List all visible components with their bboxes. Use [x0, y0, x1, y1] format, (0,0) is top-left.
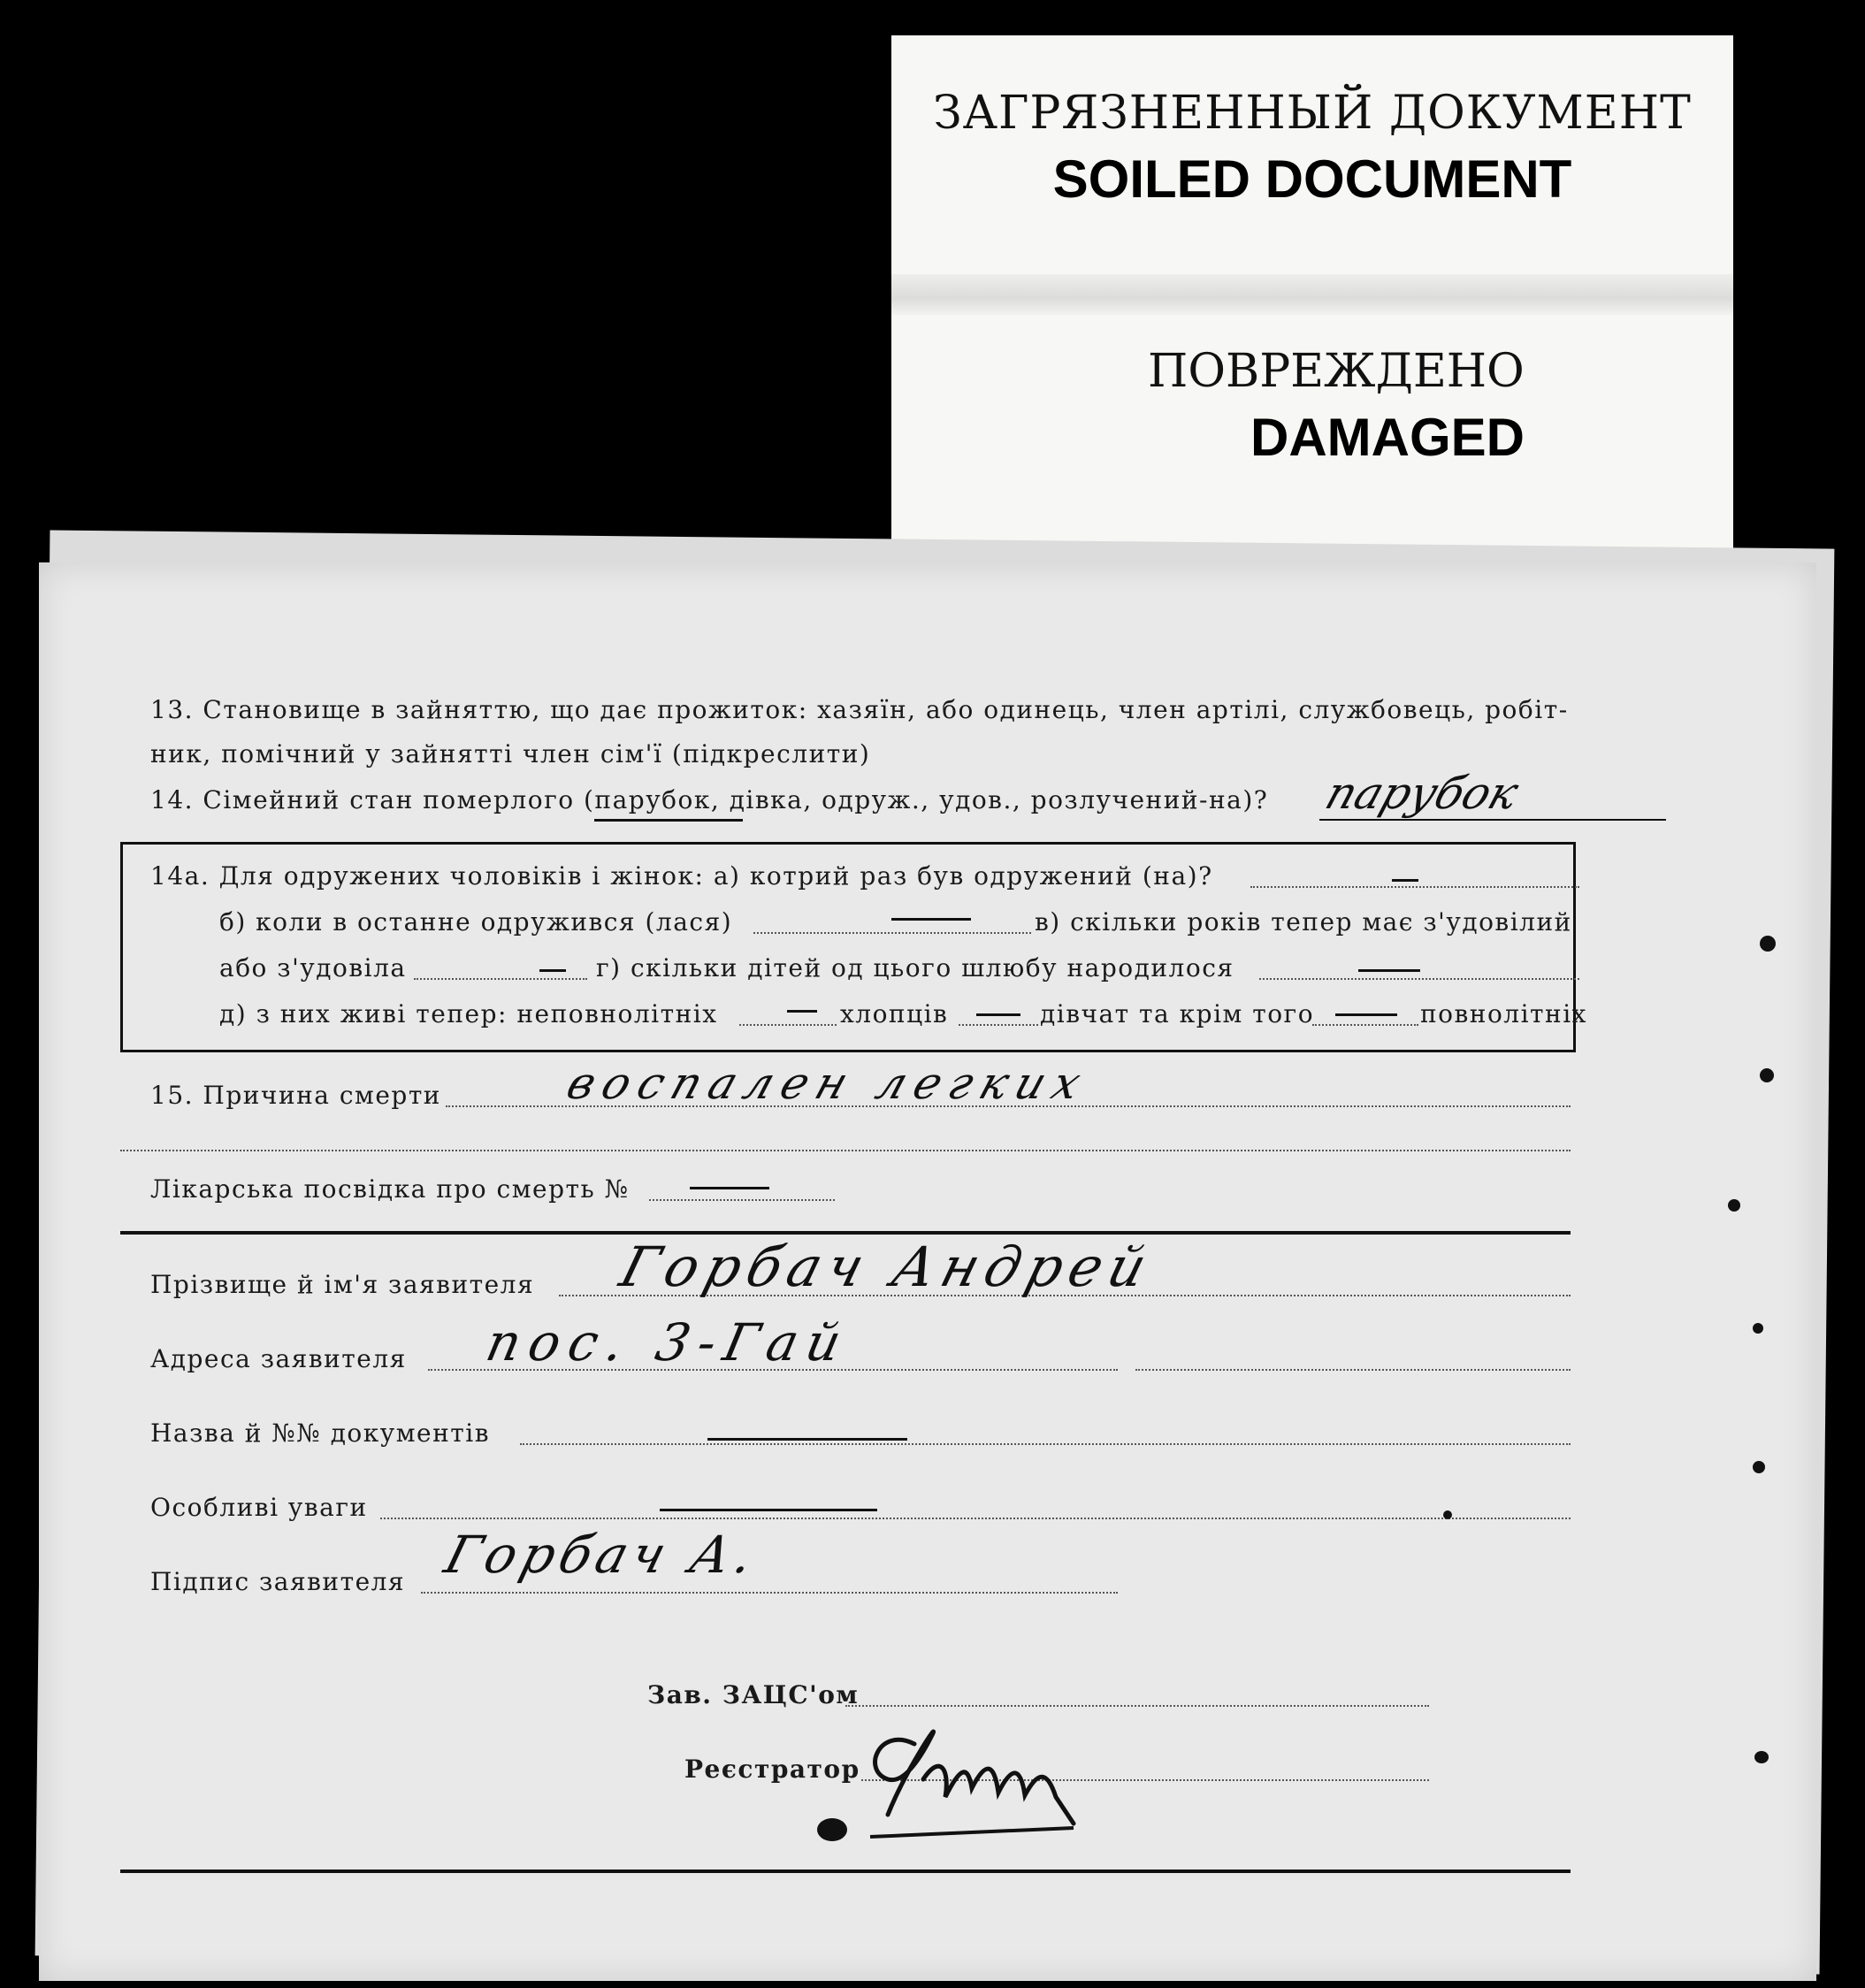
death-record-form: [39, 562, 1816, 1981]
q14a-children-field: [1259, 978, 1579, 980]
q15-answer: воспален легких: [561, 1058, 1097, 1109]
q14a-boys-dash: [976, 1013, 1020, 1016]
q13-line1: 13. Становище в зайняттю, що дає прожиток: хазяїн, або одинець, член артілі, службовець, робіт-: [150, 695, 1569, 724]
registrar-signature: [852, 1717, 1144, 1845]
q14a-girls-dash: [1335, 1013, 1397, 1016]
q14a-line3a: або з'удовіла: [219, 953, 407, 983]
medical-certificate-field: [649, 1199, 835, 1201]
remarks-dash: [660, 1509, 877, 1511]
binding-hole: [1728, 1199, 1740, 1212]
ink-dot: [1443, 1510, 1452, 1519]
applicant-name-label: Прізвище й ім'я заявителя: [150, 1270, 535, 1299]
applicant-address-field-2: [1135, 1369, 1571, 1371]
q14a-line3b: г) скільки дітей од цього шлюбу народилося: [596, 953, 1234, 983]
q14a-line4a: д) з них живі тепер: неповнолітніх: [219, 999, 718, 1028]
q14a-line4c: дівчат та крім того: [1040, 999, 1315, 1028]
section-divider-bottom: [120, 1869, 1571, 1873]
applicant-signature: Горбач А.: [439, 1525, 766, 1585]
binding-hole: [1754, 1751, 1769, 1763]
q14a-line2b: в) скільки років тепер має з'удовілий: [1035, 907, 1572, 937]
q14a-b-dash: [891, 918, 971, 921]
q14a-widowed-dash: [539, 969, 566, 972]
applicant-name-value: Горбач Андрей: [614, 1235, 1161, 1299]
registrar-label: Реєстратор: [684, 1755, 860, 1784]
remarks-field: [380, 1518, 1571, 1519]
q14a-b-field: [753, 932, 1031, 934]
q14a-boys-field: [959, 1024, 1038, 1026]
binding-hole: [1760, 936, 1776, 952]
q13-line2: ник, помічний у зайнятті член сім'ї (підкреслити): [150, 739, 871, 768]
signature-field: [421, 1592, 1118, 1594]
q14a-girls-field: [1312, 1024, 1418, 1026]
ink-blot: [817, 1818, 847, 1841]
q14a-line1: 14а. Для одружених чоловіків і жінок: а) котрий раз був одружений (на)?: [150, 861, 1213, 891]
q14-underline: [594, 819, 743, 822]
binding-hole: [1753, 1323, 1763, 1334]
documents-label: Назва й №№ документів: [150, 1418, 490, 1448]
documents-field: [520, 1443, 1571, 1445]
q15-label: 15. Причина смерти: [150, 1081, 441, 1110]
q14a-widowed-field: [414, 978, 587, 980]
binding-hole: [1760, 1068, 1774, 1082]
remarks-label: Особливі уваги: [150, 1493, 368, 1522]
q14a-line4d: повнолітніх: [1420, 999, 1587, 1028]
q14a-a-field: [1250, 886, 1579, 888]
damaged-label-ru: ПОВРЕЖДЕНО: [1148, 345, 1525, 398]
q14a-minors-field: [739, 1024, 837, 1026]
q14-answer: парубок: [1319, 768, 1525, 819]
signature-label: Підпис заявителя: [150, 1567, 406, 1596]
damaged-label-en: DAMAGED: [1250, 408, 1525, 467]
q14a-a-dash: [1392, 879, 1418, 882]
document-status-label: [891, 35, 1733, 548]
soiled-label-en: SOILED DOCUMENT: [1052, 149, 1572, 209]
q14a-line2a: б) коли в останне одружився (лася): [219, 907, 733, 937]
medical-certificate-dash: [690, 1187, 769, 1189]
q15-field-line2: [120, 1150, 1571, 1151]
q14-answer-underline: [1319, 819, 1666, 821]
binding-hole: [1753, 1461, 1765, 1473]
head-of-registry-field: [845, 1705, 1429, 1707]
applicant-address-value: пос. 3-Гай: [481, 1312, 855, 1372]
documents-dash: [707, 1438, 907, 1441]
soiled-label-ru: ЗАГРЯЗНЕННЫЙ ДОКУМЕНТ: [933, 87, 1692, 140]
label-fold: [891, 274, 1733, 315]
q14a-children-dash: [1358, 969, 1420, 972]
applicant-address-label: Адреса заявителя: [150, 1344, 407, 1373]
q14a-line4b: хлопців: [840, 999, 949, 1028]
q14a-minors-dash: [787, 1010, 817, 1013]
medical-certificate-label: Лікарська посвідка про смерть №: [150, 1174, 630, 1204]
q14-question: 14. Сімейний стан померлого (парубок, дівка, одруж., удов., розлучений-на)?: [150, 785, 1269, 814]
head-of-registry-label: Зав. ЗАЦС'ом: [647, 1680, 860, 1709]
